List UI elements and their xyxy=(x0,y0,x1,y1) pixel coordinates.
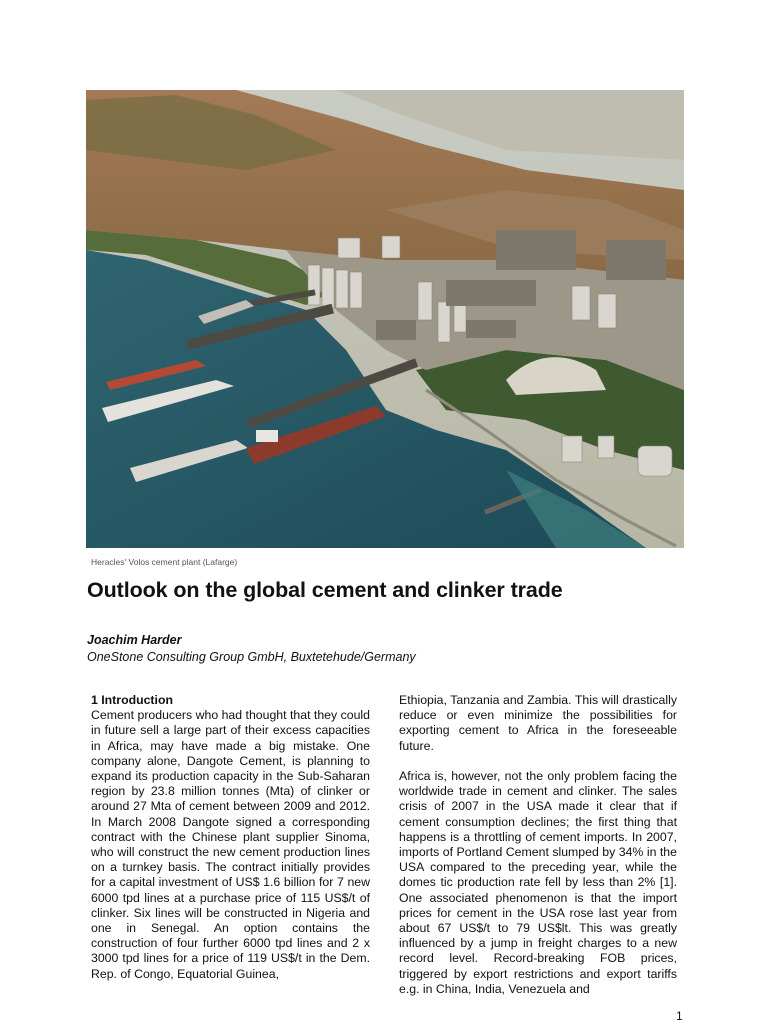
right-column xyxy=(399,693,677,997)
cement-plant-photo xyxy=(86,90,684,548)
page-number: 1 xyxy=(676,1009,683,1023)
right-paragraph-2: Africa is, however, not the only problem facing the worldwide trade in cement and clinker. The sales crisis of 2007 in the USA made it clear that if cement consumption declines; the first thing that happens is a throttling of cement imports. In 2007, imports of Portland Cement slumped by 34% in the USA compared to the preceding year, while the domes tic production rate fell by less than 2% [1]. One associated phenomenon is that the import prices for cement in the USA rose last year from about 67 US$/t to 79 US$lt. This was greatly influenced by a jump in freight charges to a new record level. Record-breaking FOB prices, triggered by export restrictions and export tariffs e.g. in China, India, Venezuela and xyxy=(399,769,677,996)
figure-caption: Heracles' Volos cement plant (Lafarge) xyxy=(91,557,238,567)
author-affiliation: OneStone Consulting Group GmbH, Buxtetehude/Germany xyxy=(87,650,416,664)
left-column xyxy=(91,693,370,982)
paragraph-gap xyxy=(399,754,677,769)
article-title: Outlook on the global cement and clinker trade xyxy=(87,578,563,602)
intro-paragraph: Cement producers who had thought that they could in future sell a large part of their excess capacities in Africa, may have made a big mistake. One company alone, Dangote Cement, is planning to expand its production capacity in the Sub-Saharan region by 23.8 million tonnes (Mta) of clinker or around 27 Mta of cement between 2009 and 2012. In March 2008 Dangote signed a corresponding contract with the Chinese plant supplier Sinoma, who will construct the new cement production lines on a turnkey basis. The contract initially provides for a capital investment of US$ 1.6 billion for 7 new 6000 tpd lines at a purchase price of 115 US$/t of clinker. Six lines will be constructed in Nigeria and one in Senegal. An option contains the construction of four further 6000 tpd lines and 2 x 3000 tpd lines for a price of 119 US$/t in the Dem. Rep. of Congo, Equatorial Guinea, xyxy=(91,708,370,981)
right-paragraph-1: Ethiopia, Tanzania and Zambia. This will drastically reduce or even minimize the possibilities for exporting cement to Africa in the foreseeable future. xyxy=(399,693,677,753)
author-name: Joachim Harder xyxy=(87,633,182,647)
section-heading: 1 Introduction xyxy=(91,693,173,707)
